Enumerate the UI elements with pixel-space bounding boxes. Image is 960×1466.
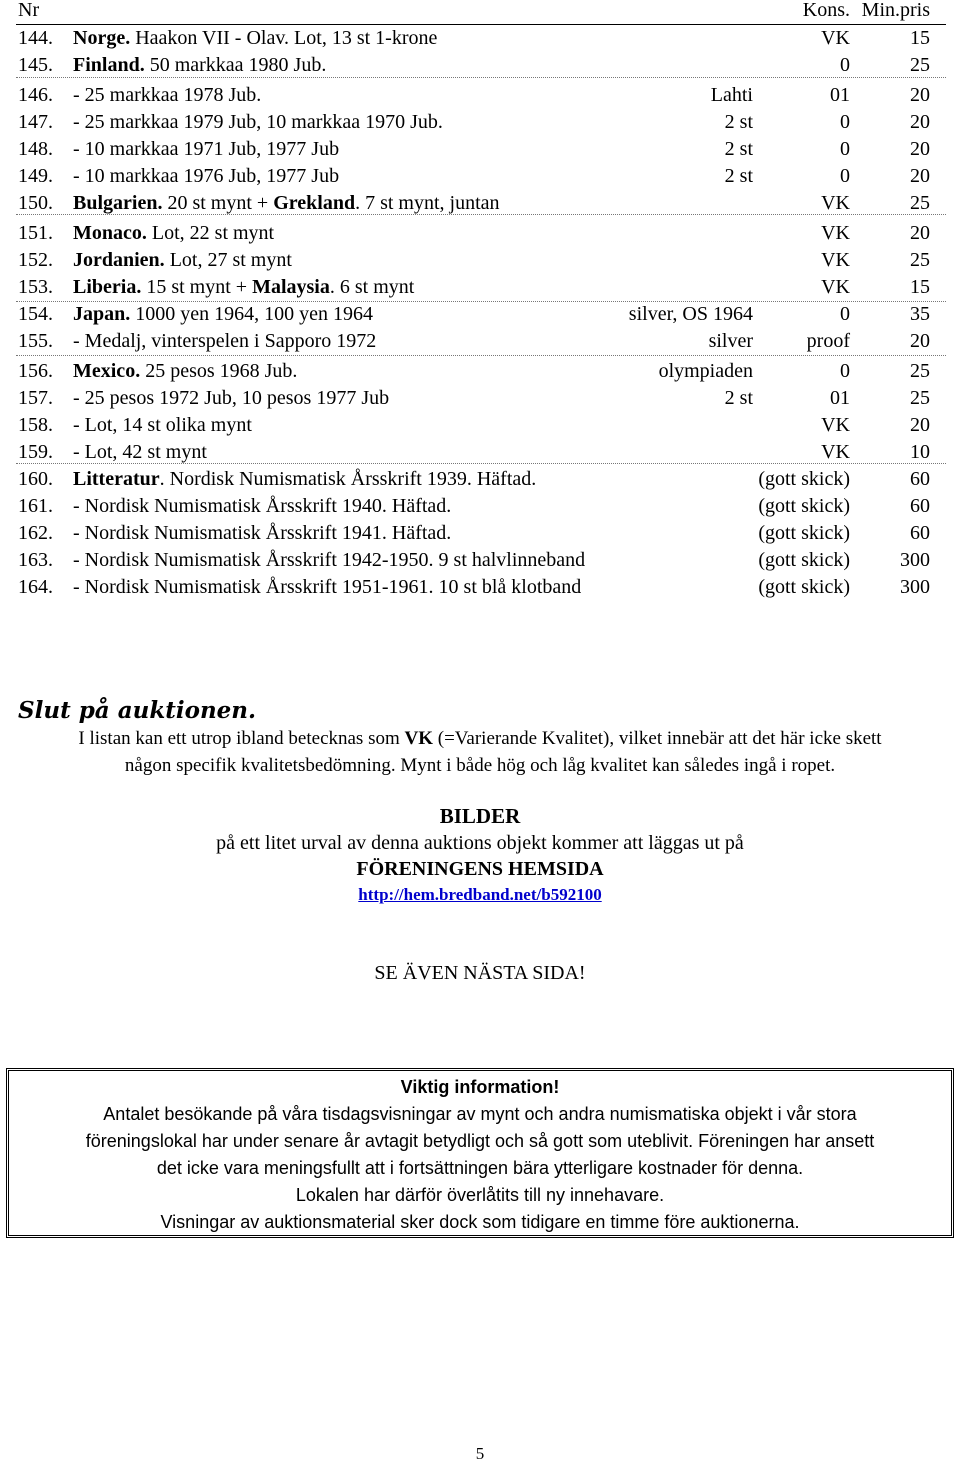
lot-description: Liberia. 15 st mynt + Malaysia. 6 st mynt (73, 276, 415, 298)
table-row (16, 274, 946, 301)
table-row (16, 520, 946, 547)
lot-min-price: 25 (910, 192, 930, 214)
lot-min-price: 15 (910, 276, 930, 298)
end-title: Slut på auktionen. (18, 697, 257, 724)
lot-number: 153. (18, 276, 53, 298)
lot-min-price: 20 (910, 222, 930, 244)
separator (16, 355, 946, 356)
header-kons: Kons. (802, 0, 850, 21)
lot-min-price: 60 (910, 522, 930, 544)
vk-note-line2: någon specifik kvalitetsbedömning. Mynt i både hög och låg kvalitet kan således ingå i ropet. (124, 755, 836, 776)
table-row (16, 574, 946, 601)
table-row (16, 163, 946, 190)
lot-description: - Nordisk Numismatisk Årsskrift 1942-1950. 9 st halvlinneband (73, 549, 586, 571)
lot-description: Japan. 1000 yen 1964, 100 yen 1964 (73, 303, 374, 325)
lot-min-price: 300 (900, 576, 930, 598)
lot-description: - Medalj, vinterspelen i Sapporo 1972 (73, 330, 377, 352)
lot-min-price: 10 (910, 441, 930, 463)
table-row (16, 190, 946, 217)
lot-min-price: 20 (910, 330, 930, 352)
lot-number: 152. (18, 249, 53, 271)
lot-min-price: 25 (910, 360, 930, 382)
lot-condition: VK (821, 414, 850, 436)
lot-extra: Lahti (710, 84, 753, 106)
info-line: Lokalen har därför överlåtits till ny innehavare. (295, 1185, 665, 1205)
lot-description: - 25 markkaa 1978 Jub. (73, 84, 262, 106)
lot-description: Litteratur. Nordisk Numismatisk Årsskrift 1939. Häftad. (73, 468, 537, 490)
table-row (16, 220, 946, 247)
info-line: det icke vara meningsfullt att i fortsättningen bära ytterligare kostnader för denna. (156, 1158, 804, 1178)
lot-condition: 0 (840, 303, 850, 325)
hemsida-link[interactable]: http://hem.bredband.net/b592100 (358, 885, 602, 904)
lot-min-price: 35 (910, 303, 930, 325)
bilder-line: på ett litet urval av denna auktions objekt kommer att läggas ut på (216, 832, 744, 854)
table-row (16, 385, 946, 412)
lot-number: 163. (18, 549, 53, 571)
lot-number: 148. (18, 138, 53, 160)
lot-number: 162. (18, 522, 53, 544)
lot-condition: 01 (830, 84, 850, 106)
table-row (16, 466, 946, 493)
separator (16, 214, 946, 215)
header-minpris: Min.pris (861, 0, 930, 21)
lot-min-price: 25 (910, 387, 930, 409)
lot-number: 160. (18, 468, 53, 490)
separator (16, 77, 946, 78)
lot-extra: 2 st (724, 111, 753, 133)
lot-min-price: 20 (910, 111, 930, 133)
table-row (16, 109, 946, 136)
lot-description: - 25 pesos 1972 Jub, 10 pesos 1977 Jub (73, 387, 390, 409)
lot-extra: silver, OS 1964 (628, 303, 753, 325)
lot-description: - 25 markkaa 1979 Jub, 10 markkaa 1970 Jub. (73, 111, 443, 133)
lot-extra: olympiaden (658, 360, 753, 382)
table-row (16, 82, 946, 109)
info-title: Viktig information! (400, 1077, 560, 1097)
lot-number: 164. (18, 576, 53, 598)
lot-condition: proof (806, 330, 850, 352)
lot-extra: silver (708, 330, 753, 352)
lot-condition: VK (821, 249, 850, 271)
info-box (6, 1068, 954, 1238)
table-row (16, 328, 946, 355)
lot-condition: (gott skick) (758, 576, 850, 598)
lot-min-price: 20 (910, 414, 930, 436)
table-row (16, 547, 946, 574)
table-row (16, 358, 946, 385)
lot-min-price: 25 (910, 54, 930, 76)
lot-description: Norge. Haakon VII - Olav. Lot, 13 st 1-krone (73, 27, 438, 49)
lot-number: 147. (18, 111, 53, 133)
lot-number: 156. (18, 360, 53, 382)
info-line: Visningar av auktionsmaterial sker dock som tidigare en timme före auktionerna. (160, 1212, 800, 1232)
lot-condition: VK (821, 276, 850, 298)
lot-min-price: 20 (910, 84, 930, 106)
lot-description: Jordanien. Lot, 27 st mynt (73, 249, 292, 271)
page-number: 5 (475, 1444, 485, 1463)
list-header (16, 0, 946, 25)
table-row (16, 412, 946, 439)
lot-number: 158. (18, 414, 53, 436)
lot-number: 150. (18, 192, 53, 214)
lot-condition: VK (821, 192, 850, 214)
separator (16, 301, 946, 302)
lot-condition: 0 (840, 360, 850, 382)
lot-number: 144. (18, 27, 53, 49)
lot-number: 157. (18, 387, 53, 409)
table-row (16, 493, 946, 520)
lot-description: Mexico. 25 pesos 1968 Jub. (73, 360, 298, 382)
lot-min-price: 15 (910, 27, 930, 49)
lot-condition: 0 (840, 165, 850, 187)
lot-min-price: 25 (910, 249, 930, 271)
table-row (16, 136, 946, 163)
lot-number: 146. (18, 84, 53, 106)
lot-number: 159. (18, 441, 53, 463)
lot-number: 155. (18, 330, 53, 352)
lot-extra: 2 st (724, 387, 753, 409)
lot-number: 161. (18, 495, 53, 517)
header-nr: Nr (18, 0, 40, 21)
info-line: föreningslokal har under senare år avtagit betydligt och så gott som uteblivit. Föreningen har ansett (85, 1131, 875, 1151)
lot-number: 154. (18, 303, 53, 325)
lot-extra: 2 st (724, 165, 753, 187)
lot-description: - Nordisk Numismatisk Årsskrift 1940. Häftad. (73, 495, 452, 517)
hemsida-link-wrap (0, 884, 960, 906)
lot-number: 145. (18, 54, 53, 76)
lot-min-price: 60 (910, 468, 930, 490)
info-line: Antalet besökande på våra tisdagsvisningar av mynt och andra numismatiska objekt i vår stora (103, 1104, 857, 1124)
separator (16, 463, 946, 464)
lot-description: - Nordisk Numismatisk Årsskrift 1951-1961. 10 st blå klotband (73, 576, 582, 598)
lot-min-price: 300 (900, 549, 930, 571)
lot-min-price: 20 (910, 165, 930, 187)
table-row (16, 247, 946, 274)
table-row (16, 439, 946, 466)
lot-condition: (gott skick) (758, 495, 850, 517)
lot-condition: (gott skick) (758, 468, 850, 490)
lot-description: Monaco. Lot, 22 st mynt (73, 222, 275, 244)
lot-description: Finland. 50 markkaa 1980 Jub. (73, 54, 327, 76)
table-row (16, 52, 946, 79)
see-next-page: SE ÄVEN NÄSTA SIDA! (374, 962, 586, 984)
vk-note-line1: I listan kan ett utrop ibland betecknas som VK (=Varierande Kvalitet), vilket innebär att det här icke skett (78, 728, 882, 749)
lot-extra: 2 st (724, 138, 753, 160)
lot-description: - Lot, 42 st mynt (73, 441, 207, 463)
table-row (16, 301, 946, 328)
lot-description: Bulgarien. 20 st mynt + Grekland. 7 st mynt, juntan (73, 192, 500, 214)
lot-condition: 0 (840, 111, 850, 133)
lot-condition: 0 (840, 54, 850, 76)
lot-condition: VK (821, 441, 850, 463)
lot-description: - Lot, 14 st olika mynt (73, 414, 252, 436)
lot-min-price: 60 (910, 495, 930, 517)
lot-condition: 0 (840, 138, 850, 160)
lot-condition: (gott skick) (758, 522, 850, 544)
hemsida-heading: FÖRENINGENS HEMSIDA (356, 858, 604, 880)
lot-number: 151. (18, 222, 53, 244)
lot-min-price: 20 (910, 138, 930, 160)
lot-condition: VK (821, 27, 850, 49)
table-row (16, 25, 946, 52)
lot-condition: VK (821, 222, 850, 244)
lot-condition: 01 (830, 387, 850, 409)
lot-description: - 10 markkaa 1976 Jub, 1977 Jub (73, 165, 340, 187)
lot-condition: (gott skick) (758, 549, 850, 571)
bilder-heading: BILDER (439, 804, 521, 828)
lot-description: - 10 markkaa 1971 Jub, 1977 Jub (73, 138, 340, 160)
lot-number: 149. (18, 165, 53, 187)
lot-description: - Nordisk Numismatisk Årsskrift 1941. Häftad. (73, 522, 452, 544)
